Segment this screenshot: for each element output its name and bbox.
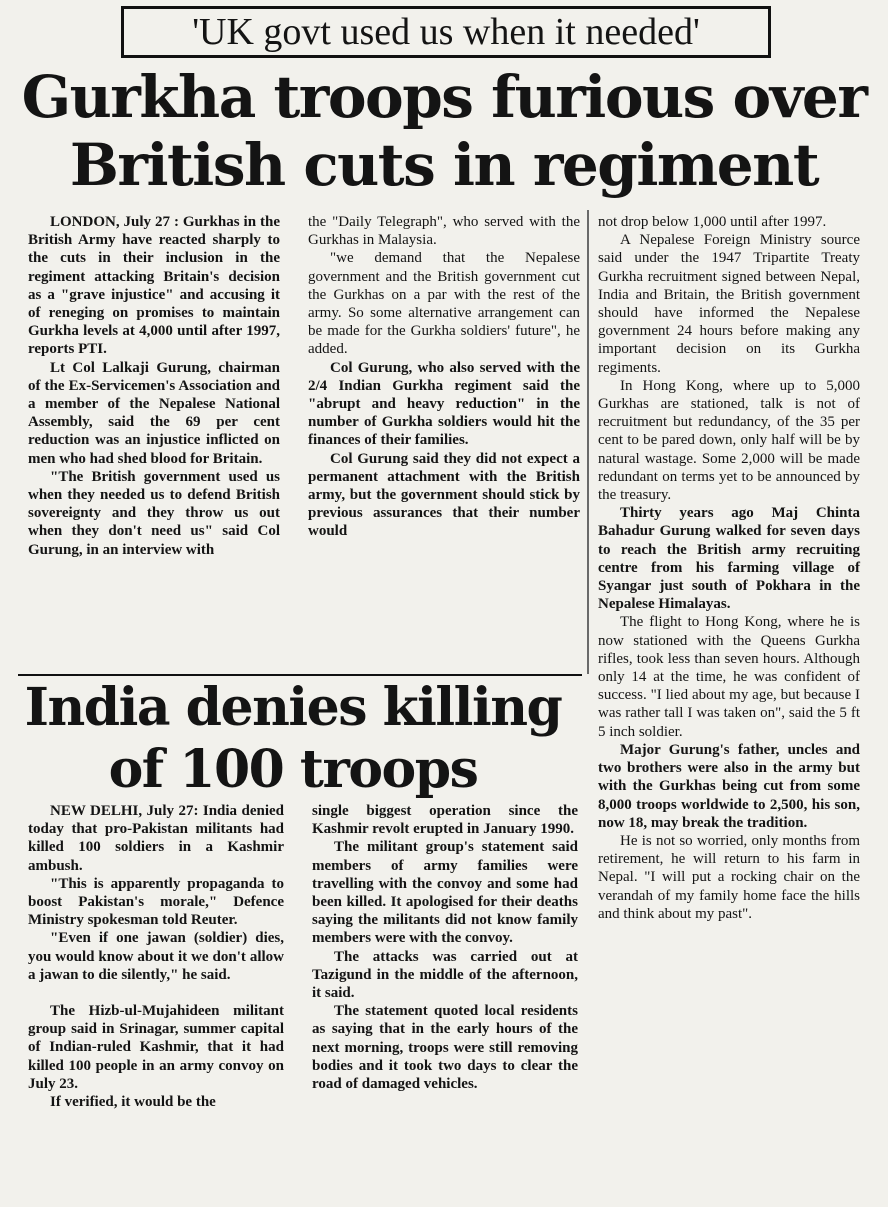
story1-col2-para-1: the "Daily Telegraph", who served with the Gurkhas in Malaysia. (308, 214, 580, 249)
story1-col3-para-5: The flight to Hong Kong, where he is now stationed with the Queens Gurkha rifles, took less than seven hours. Although only 14 at the time, he was confident of success. "I lied about my age, but because I was rather tall I was taken on", said the 5 ft 5 inch soldier. (598, 614, 860, 740)
story2-col1-para-2: "This is apparently propaganda to boost Pakistan's morale," Defence Ministry spokesman told Reuter. (28, 875, 284, 929)
story2-column-1 (28, 802, 284, 1111)
story1-col3-para-2: A Nepalese Foreign Ministry source said under the 1947 Tripartite Treaty Gurkha recruitment signed between Nepal, India and Britain, the British government should have informed the Nepalese government 24 hours before making any important decision on its Gurkha regiments. (598, 232, 860, 376)
story1-column-2 (308, 213, 580, 541)
story1-col1-para-1: LONDON, July 27 : Gurkhas in the British Army have reacted sharply to the cuts in their inclusion in the regiment attacking Britain's decision as a "grave injustice" and accusing it of reneging on promises to maintain Gurkha levels at 4,000 until after 1997, reports PTI. (28, 214, 280, 358)
story1-col3-para-6: Major Gurung's father, uncles and two brothers were also in the army but with the Gurkhas being cut from some 8,000 troops worldwide to 2,500, his son, now 18, may break the tradition. (598, 741, 860, 831)
story1-kicker: 'UK govt used us when it needed' (192, 11, 700, 53)
story2-headline-line1: India denies killing (24, 677, 562, 738)
story1-col3-para-1: not drop below 1,000 until after 1997. (598, 214, 827, 230)
story2-column-2 (312, 802, 578, 1093)
story1-col2-para-2: "we demand that the Nepalese government and the British government cut the Gurkhas on a par with the rest of the army. So some alternative arrangement can be made for the Gurkha soldiers' future", he added. (308, 250, 580, 358)
story2-col2-para-4: The statement quoted local residents as saying that in the early hours of the next morning, troops were still removing bodies and it took two days to clear the road of damaged vehicles. (312, 1003, 578, 1093)
story2-headline-line2: of 100 troops (108, 739, 478, 800)
story1-headline-line2: British cuts in regiment (69, 131, 819, 199)
story2-col2-para-2: The militant group's statement said members of army families were travelling with the convoy and some had been killed. It apologised for their deaths saying the militants did not know family members were with the convoy. (312, 839, 578, 947)
story2-col1-para-5: If verified, it would be the (50, 1094, 216, 1111)
story1-col1-para-2: Lt Col Lalkaji Gurung, chairman of the Ex-Servicemen's Association and a member of the Nepalese National Assembly, said the 69 per cent reduction was an injustice inflicted on men who had shed blood for Britain. (28, 359, 280, 467)
story-divider (18, 674, 582, 676)
story1-col3-para-4: Thirty years ago Maj Chinta Bahadur Gurung walked for seven days to reach the British army recruiting centre from his farming village of Syangar just south of Pokhara in the Nepalese Himalayas. (598, 505, 860, 613)
story1-column-3 (598, 213, 860, 923)
story2-col1-para-4: The Hizb-ul-Mujahideen militant group said in Srinagar, summer capital of Indian-ruled Kashmir, that it had killed 100 people in an army convoy on July 23. (28, 1003, 284, 1092)
story1-col2-para-4: Col Gurung said they did not expect a permanent attachment with the British army, but the government should stick by previous assurances that their number would (308, 450, 580, 540)
story1-col3-para-3: In Hong Kong, where up to 5,000 Gurkhas are stationed, talk is not of recruitment but redundancy, of the 35 per cent to be pared down, only half will be by natural wastage. Some 2,000 will be made redundant on terms yet to be announced by the treasury. (598, 377, 860, 504)
story2-col2-para-1: single biggest operation since the Kashmir revolt erupted in January 1990. (312, 803, 578, 838)
story1-col1-para-3: "The British government used us when they needed us to defend British sovereignty and they throw us out when they don't need us" said Col Gurung, in an interview with (28, 468, 280, 558)
story2-col2-para-3: The attacks was carried out at Tazigund in the middle of the afternoon, it said. (312, 948, 578, 1002)
column-divider (587, 210, 589, 674)
story2-col1-para-3: "Even if one jawan (soldier) dies, you would know about it we don't allow a jawan to die silently," he said. (28, 930, 284, 983)
kicker-box (121, 6, 771, 58)
story1-col3-para-7: He is not so worried, only months from retirement, he will return to his farm in Nepal. "I will put a rocking chair on the verandah of my family home face the hills and think about my past". (598, 832, 860, 922)
story1-column-1 (28, 213, 280, 559)
story1-col2-para-3: Col Gurung, who also served with the 2/4 Indian Gurkha regiment said the "abrupt and heavy reduction" in the number of Gurkha soldiers would hit the finances of their families. (308, 359, 580, 449)
story1-headline-line1: Gurkha troops furious over (21, 63, 867, 131)
story2-col1-para-1: NEW DELHI, July 27: India denied today that pro-Pakistan militants had killed 100 soldiers in a Kashmir ambush. (28, 803, 284, 874)
